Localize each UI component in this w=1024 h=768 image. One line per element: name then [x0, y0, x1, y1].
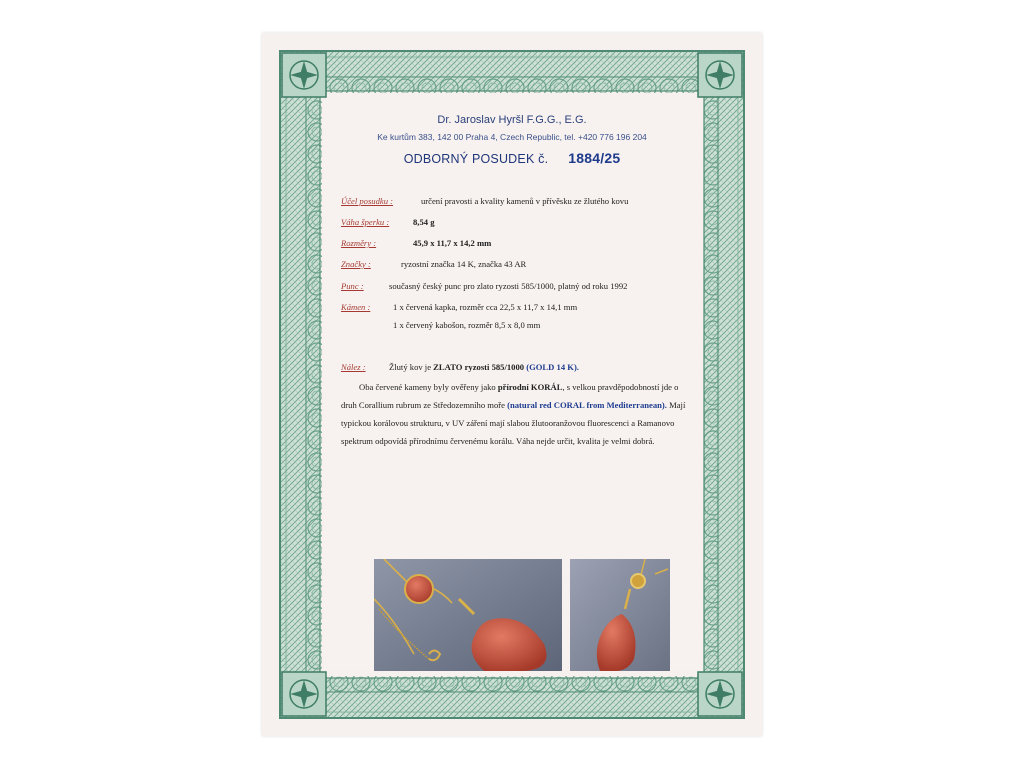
- field-value: 8,54 g: [413, 217, 435, 227]
- field-stone: [341, 302, 578, 330]
- issuer-name: Dr. Jaroslav Hyršl F.G.G., E.G.: [437, 114, 587, 126]
- pendant-photo-side: [570, 559, 670, 671]
- field-value: ryzostní značka 14 K, značka 43 AR: [401, 259, 527, 269]
- field-label: Váha šperku :: [341, 217, 390, 227]
- finding-line: [341, 362, 579, 372]
- para-bold: přírodní KORÁL: [497, 382, 563, 392]
- corner-ornament-top-left: [282, 53, 326, 97]
- corner-ornament-top-right: [698, 53, 742, 97]
- field-value: 45,9 x 11,7 x 14,2 mm: [413, 238, 492, 248]
- finding-text: Žlutý kov je: [389, 362, 434, 372]
- field-label: Kámen :: [341, 302, 371, 312]
- document-title: [324, 150, 700, 166]
- field-dimensions: [341, 238, 492, 248]
- corner-ornament-bottom-left: [282, 672, 326, 716]
- field-hallmark: [341, 281, 628, 291]
- issuer-address: Ke kurtům 383, 142 00 Praha 4, Czech Republic, tel. +420 776 196 204: [377, 132, 647, 142]
- para-english: (natural red CORAL from Mediterranean).: [507, 400, 667, 410]
- field-marks: [341, 259, 527, 269]
- finding-bold: ZLATO ryzosti 585/1000: [433, 362, 525, 372]
- field-label: Účel posudku :: [341, 196, 394, 206]
- certificate-sheet: [262, 33, 762, 736]
- corner-ornament-bottom-right: [698, 672, 742, 716]
- field-value: určení pravosti a kvality kamenů v přívěsku ze žlutého kovu: [421, 196, 629, 206]
- document-number: 1884/25: [568, 150, 621, 166]
- field-label: Rozměry :: [341, 238, 377, 248]
- finding-label: Nález :: [341, 362, 366, 372]
- pendant-photo-front: [374, 559, 562, 671]
- field-weight: [341, 217, 435, 227]
- certificate-body: [324, 100, 700, 670]
- para-text: Mají typickou korálovou strukturu, v UV záření mají slabou žlutooranžovou fluorescenci a Ramanovo spektrum odpovídá přírodnímu červenému korálu. Váha nejde určit, kvalita je velmi dobrá.: [341, 400, 686, 446]
- field-value-2: 1 x červený kabošon, rozměr 8,5 x 8,0 mm: [393, 320, 541, 330]
- field-label: Punc :: [341, 281, 364, 291]
- para-text: Oba červené kameny byly ověřeny jako: [359, 382, 498, 392]
- field-value: současný český punc pro zlato ryzosti 585/1000, platný od roku 1992: [389, 281, 628, 291]
- finding-gold: (GOLD 14 K).: [526, 362, 579, 372]
- field-purpose: [341, 196, 629, 206]
- field-value: 1 x červená kapka, rozměr cca 22,5 x 11,7 x 14,1 mm: [393, 302, 578, 312]
- conclusion-paragraph: [341, 378, 686, 450]
- para-text: , s velkou pravděpodobností jde o druh Corallium rubrum ze Středozemního moře: [341, 382, 679, 410]
- field-label: Značky :: [341, 259, 371, 269]
- document-title-text: ODBORNÝ POSUDEK č.: [403, 152, 549, 166]
